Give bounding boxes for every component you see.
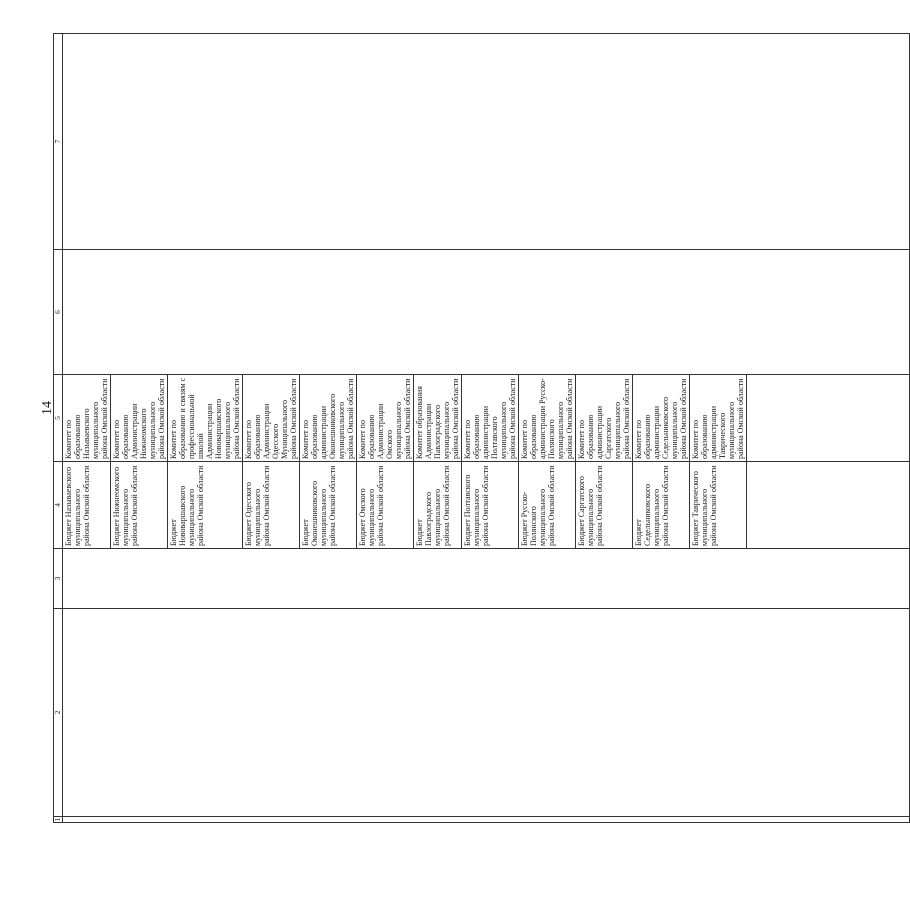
- col-1-cell: [63, 817, 910, 823]
- agency-cell: Комитет по образованию администрации Саргатского муниципального района Омской области: [576, 375, 633, 462]
- budget-cell: Бюджет Саргатского муниципального района Омской области: [576, 462, 633, 549]
- budget-cell: Бюджет Называевского муниципального района Омской области: [63, 462, 111, 549]
- column-header-3: 3: [54, 549, 63, 609]
- agency-cell: Комитет по образованию и связям с профессиональной школой Администрации Нововаршавского муниципального района Омской области: [168, 375, 243, 462]
- column-header-7: 7: [54, 34, 63, 250]
- agency-cell: Комитет по образованию Называевского муниципального района Омской области: [63, 375, 111, 462]
- table-row: [63, 34, 111, 823]
- budget-cell: Бюджет Таврического муниципального района Омской области: [690, 462, 747, 549]
- column-header-2: 2: [54, 609, 63, 817]
- budget-cell: Бюджет Русско-Полянского муниципального района Омской области: [519, 462, 576, 549]
- budget-cell: Бюджет Оконешниковского муниципального района Омской области: [300, 462, 357, 549]
- budget-table: [53, 33, 910, 823]
- budget-cell: Бюджет Омского муниципального района Омской области: [357, 462, 414, 549]
- agency-cell: Комитет по образованию Администрации Нижнеомского муниципального района Омской области: [111, 375, 168, 462]
- col-3-cell: [63, 549, 910, 609]
- column-header-5: 5: [54, 375, 63, 462]
- budget-cell: Бюджет Нижнеомского муниципального района Омской области: [111, 462, 168, 549]
- budget-cell: Бюджет Павлоградского муниципального района Омской области: [414, 462, 462, 549]
- col-2-cell: [63, 609, 910, 817]
- agency-cell: Комитет по образованию администрации Полтавского муниципального района Омской области: [462, 375, 519, 462]
- agency-cell: Комитет по образованию администрации Русско-Полянского муниципального района Омской области: [519, 375, 576, 462]
- budget-cell: Бюджет Одесского муниципального района Омской области: [243, 462, 300, 549]
- budget-cell-empty: [747, 462, 910, 549]
- col-6-cell: [63, 250, 910, 375]
- rotated-table-container: [53, 33, 745, 823]
- agency-cell: Комитет по образованию администрации Седельниковского муниципального района Омской области: [633, 375, 690, 462]
- page-number: 14: [40, 401, 55, 415]
- column-header-6: 6: [54, 250, 63, 375]
- agency-cell: Комитет по образованию Администрации Омского муниципального района Омской области: [357, 375, 414, 462]
- agency-cell: Комитет образования Администрации Павлоградского муниципального района Омской области: [414, 375, 462, 462]
- budget-cell: Бюджет Полтавского муниципального района Омской области: [462, 462, 519, 549]
- col-7-cell: [63, 34, 910, 250]
- budget-cell: Бюджет Нововаршавского муниципального района Омской области: [168, 462, 243, 549]
- agency-cell: Комитет по образованию администрации Оконешниковского муниципального района Омской области: [300, 375, 357, 462]
- budget-cell: Бюджет Седельниковского муниципального района Омской области: [633, 462, 690, 549]
- agency-cell: Комитет по образованию администрации Таврического муниципального района Омской области: [690, 375, 747, 462]
- agency-cell: Комитет по образованию Администрации Одесского Муниципального района Омской области: [243, 375, 300, 462]
- column-header-1: 1: [53, 817, 62, 822]
- header-row: [54, 34, 63, 823]
- column-header-4: 4: [54, 462, 63, 549]
- agency-cell-empty: [747, 375, 910, 462]
